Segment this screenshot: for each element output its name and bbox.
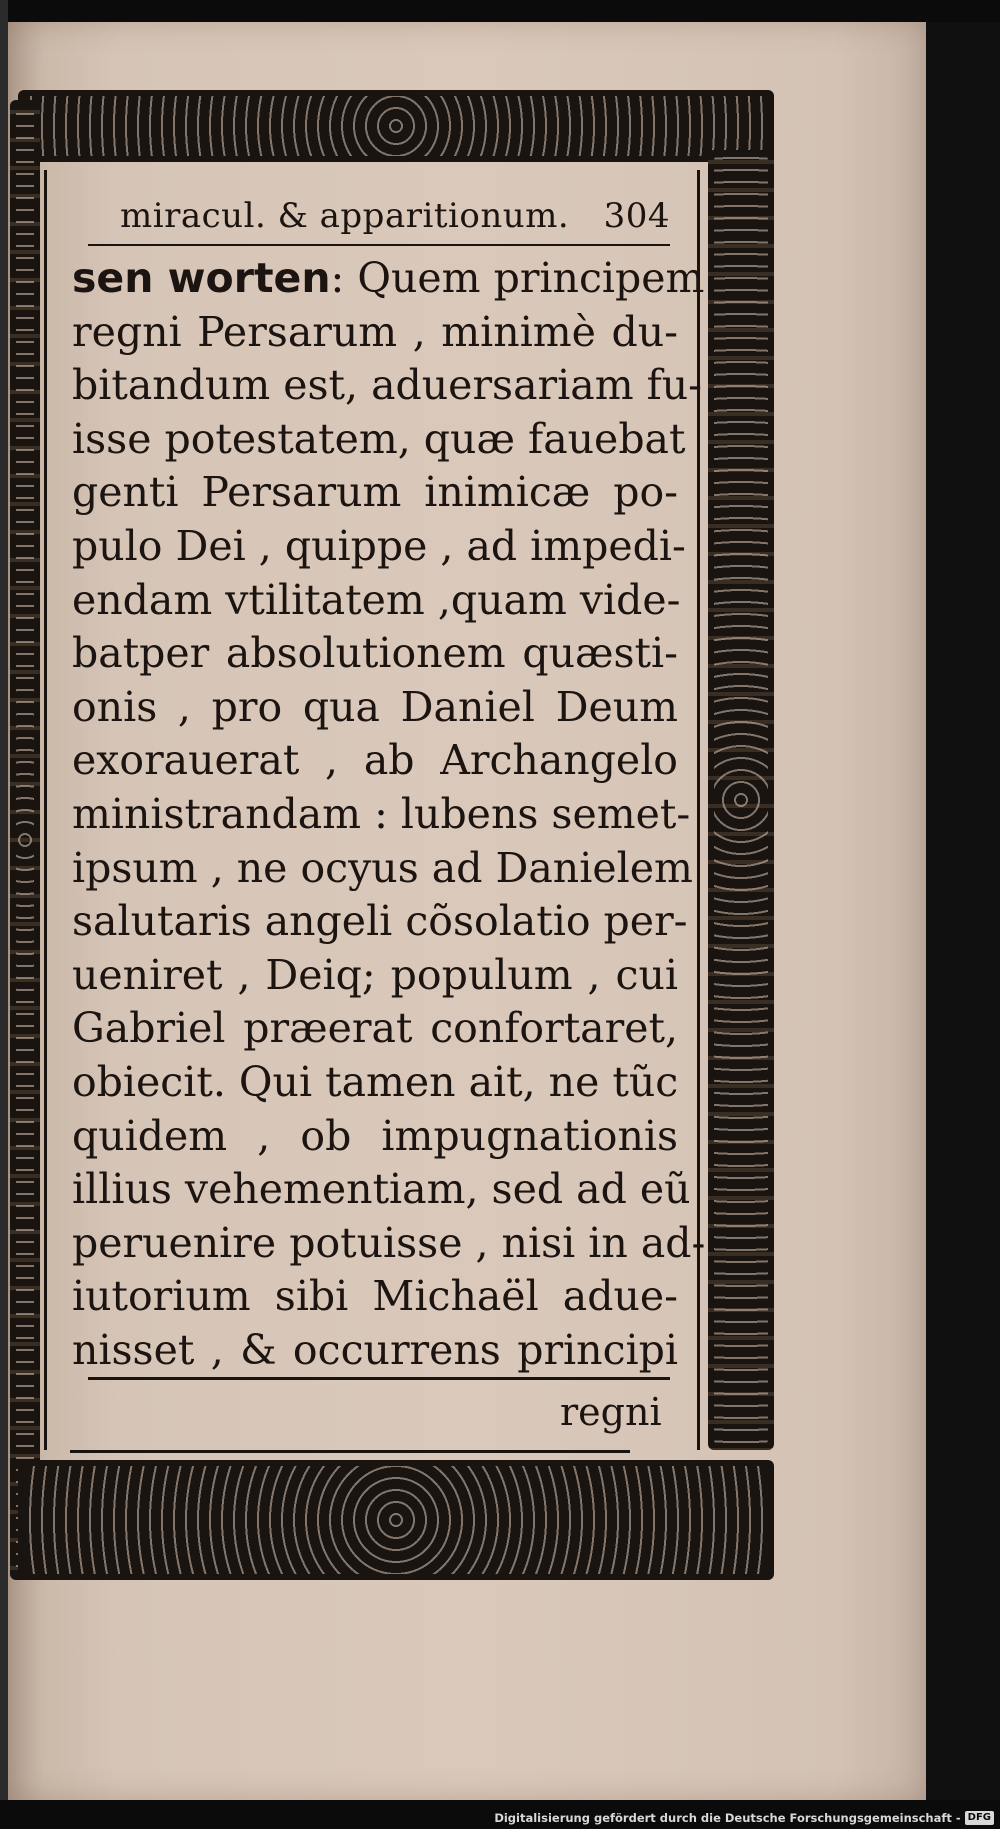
- line-text: salutaris angeli cõsolatio per-: [72, 897, 688, 946]
- text-line: [72, 681, 678, 735]
- header-rule: [88, 244, 670, 246]
- line-text: peruenire potuisse , nisi in ad-: [72, 1218, 706, 1267]
- bottom-rule: [70, 1450, 630, 1453]
- credit-text: Digitalisierung gefördert durch die Deutsche Forschungsgemeinschaft -: [494, 1811, 961, 1825]
- line-text: illius vehementiam, sed ad eũ: [72, 1165, 691, 1214]
- ornamental-border-top: [18, 90, 774, 162]
- ornamental-border-right: [708, 150, 774, 1450]
- scan-background: [926, 22, 1000, 1800]
- blackletter-lead: sen worten: [72, 254, 331, 302]
- text-line: [72, 1324, 678, 1378]
- text-line: [72, 627, 678, 681]
- line-text: pulo Dei , quippe , ad impedi-: [72, 521, 686, 570]
- line-text: ministrandam : lubens semet-: [72, 789, 691, 838]
- line-text: ueniret , Deiq; populum , cui: [72, 950, 678, 999]
- line-text: iutorium sibi Michaël adue-: [72, 1272, 678, 1321]
- line-text: exorauerat , ab Archangelo: [72, 736, 678, 785]
- digitization-credit: [494, 1811, 994, 1825]
- line-text: ipsum , ne ocyus ad Danielem: [72, 843, 693, 892]
- line-text: quidem , ob impugnationis: [72, 1111, 678, 1160]
- body-text: [72, 252, 706, 1377]
- text-line: [72, 1056, 678, 1110]
- text-line: [72, 359, 703, 413]
- text-line: [72, 574, 681, 628]
- text-line: [72, 1110, 678, 1164]
- text-line: [72, 842, 693, 896]
- dfg-logo: DFG: [965, 1811, 994, 1825]
- line-text: isse potestatem, quæ fauebat: [72, 414, 686, 463]
- line-text: obiecit. Qui tamen ait, ne tũc: [72, 1057, 679, 1106]
- text-line: [72, 788, 691, 842]
- line-text: : Quem principem: [330, 254, 705, 302]
- frame-rule-left: [44, 170, 47, 1450]
- text-line: [72, 1270, 678, 1324]
- line-text: batper absolutionem quæsti-: [72, 629, 678, 678]
- running-header: [120, 196, 680, 236]
- text-line: [72, 520, 686, 574]
- text-line: [72, 949, 678, 1003]
- line-text: endam vtilitatem ,quam vide-: [72, 575, 681, 624]
- scan-edge: [0, 0, 8, 1800]
- text-line: [72, 895, 688, 949]
- ornamental-border-left: [10, 100, 40, 1580]
- text-line: [72, 1217, 706, 1271]
- page-number: 304: [603, 196, 670, 236]
- line-text: regni Persarum , minimè du-: [72, 307, 678, 356]
- line-text: onis , pro qua Daniel Deum: [72, 682, 678, 731]
- text-line: [72, 466, 678, 520]
- line-text: bitandum est, aduersariam fu-: [72, 361, 703, 410]
- text-line: [72, 306, 678, 360]
- text-line: [72, 252, 705, 306]
- text-line: [72, 413, 686, 467]
- line-text: Gabriel præerat confortaret,: [72, 1004, 678, 1053]
- header-title: miracul. & apparitionum.: [120, 196, 570, 236]
- text-line: [72, 1002, 678, 1056]
- line-text: genti Persarum inimicæ po-: [72, 468, 678, 517]
- text-line: [72, 734, 678, 788]
- line-text: nisset , & occurrens principi: [72, 1325, 678, 1374]
- ornamental-border-bottom: [18, 1460, 774, 1580]
- catchword: regni: [560, 1390, 662, 1434]
- text-line: [72, 1163, 691, 1217]
